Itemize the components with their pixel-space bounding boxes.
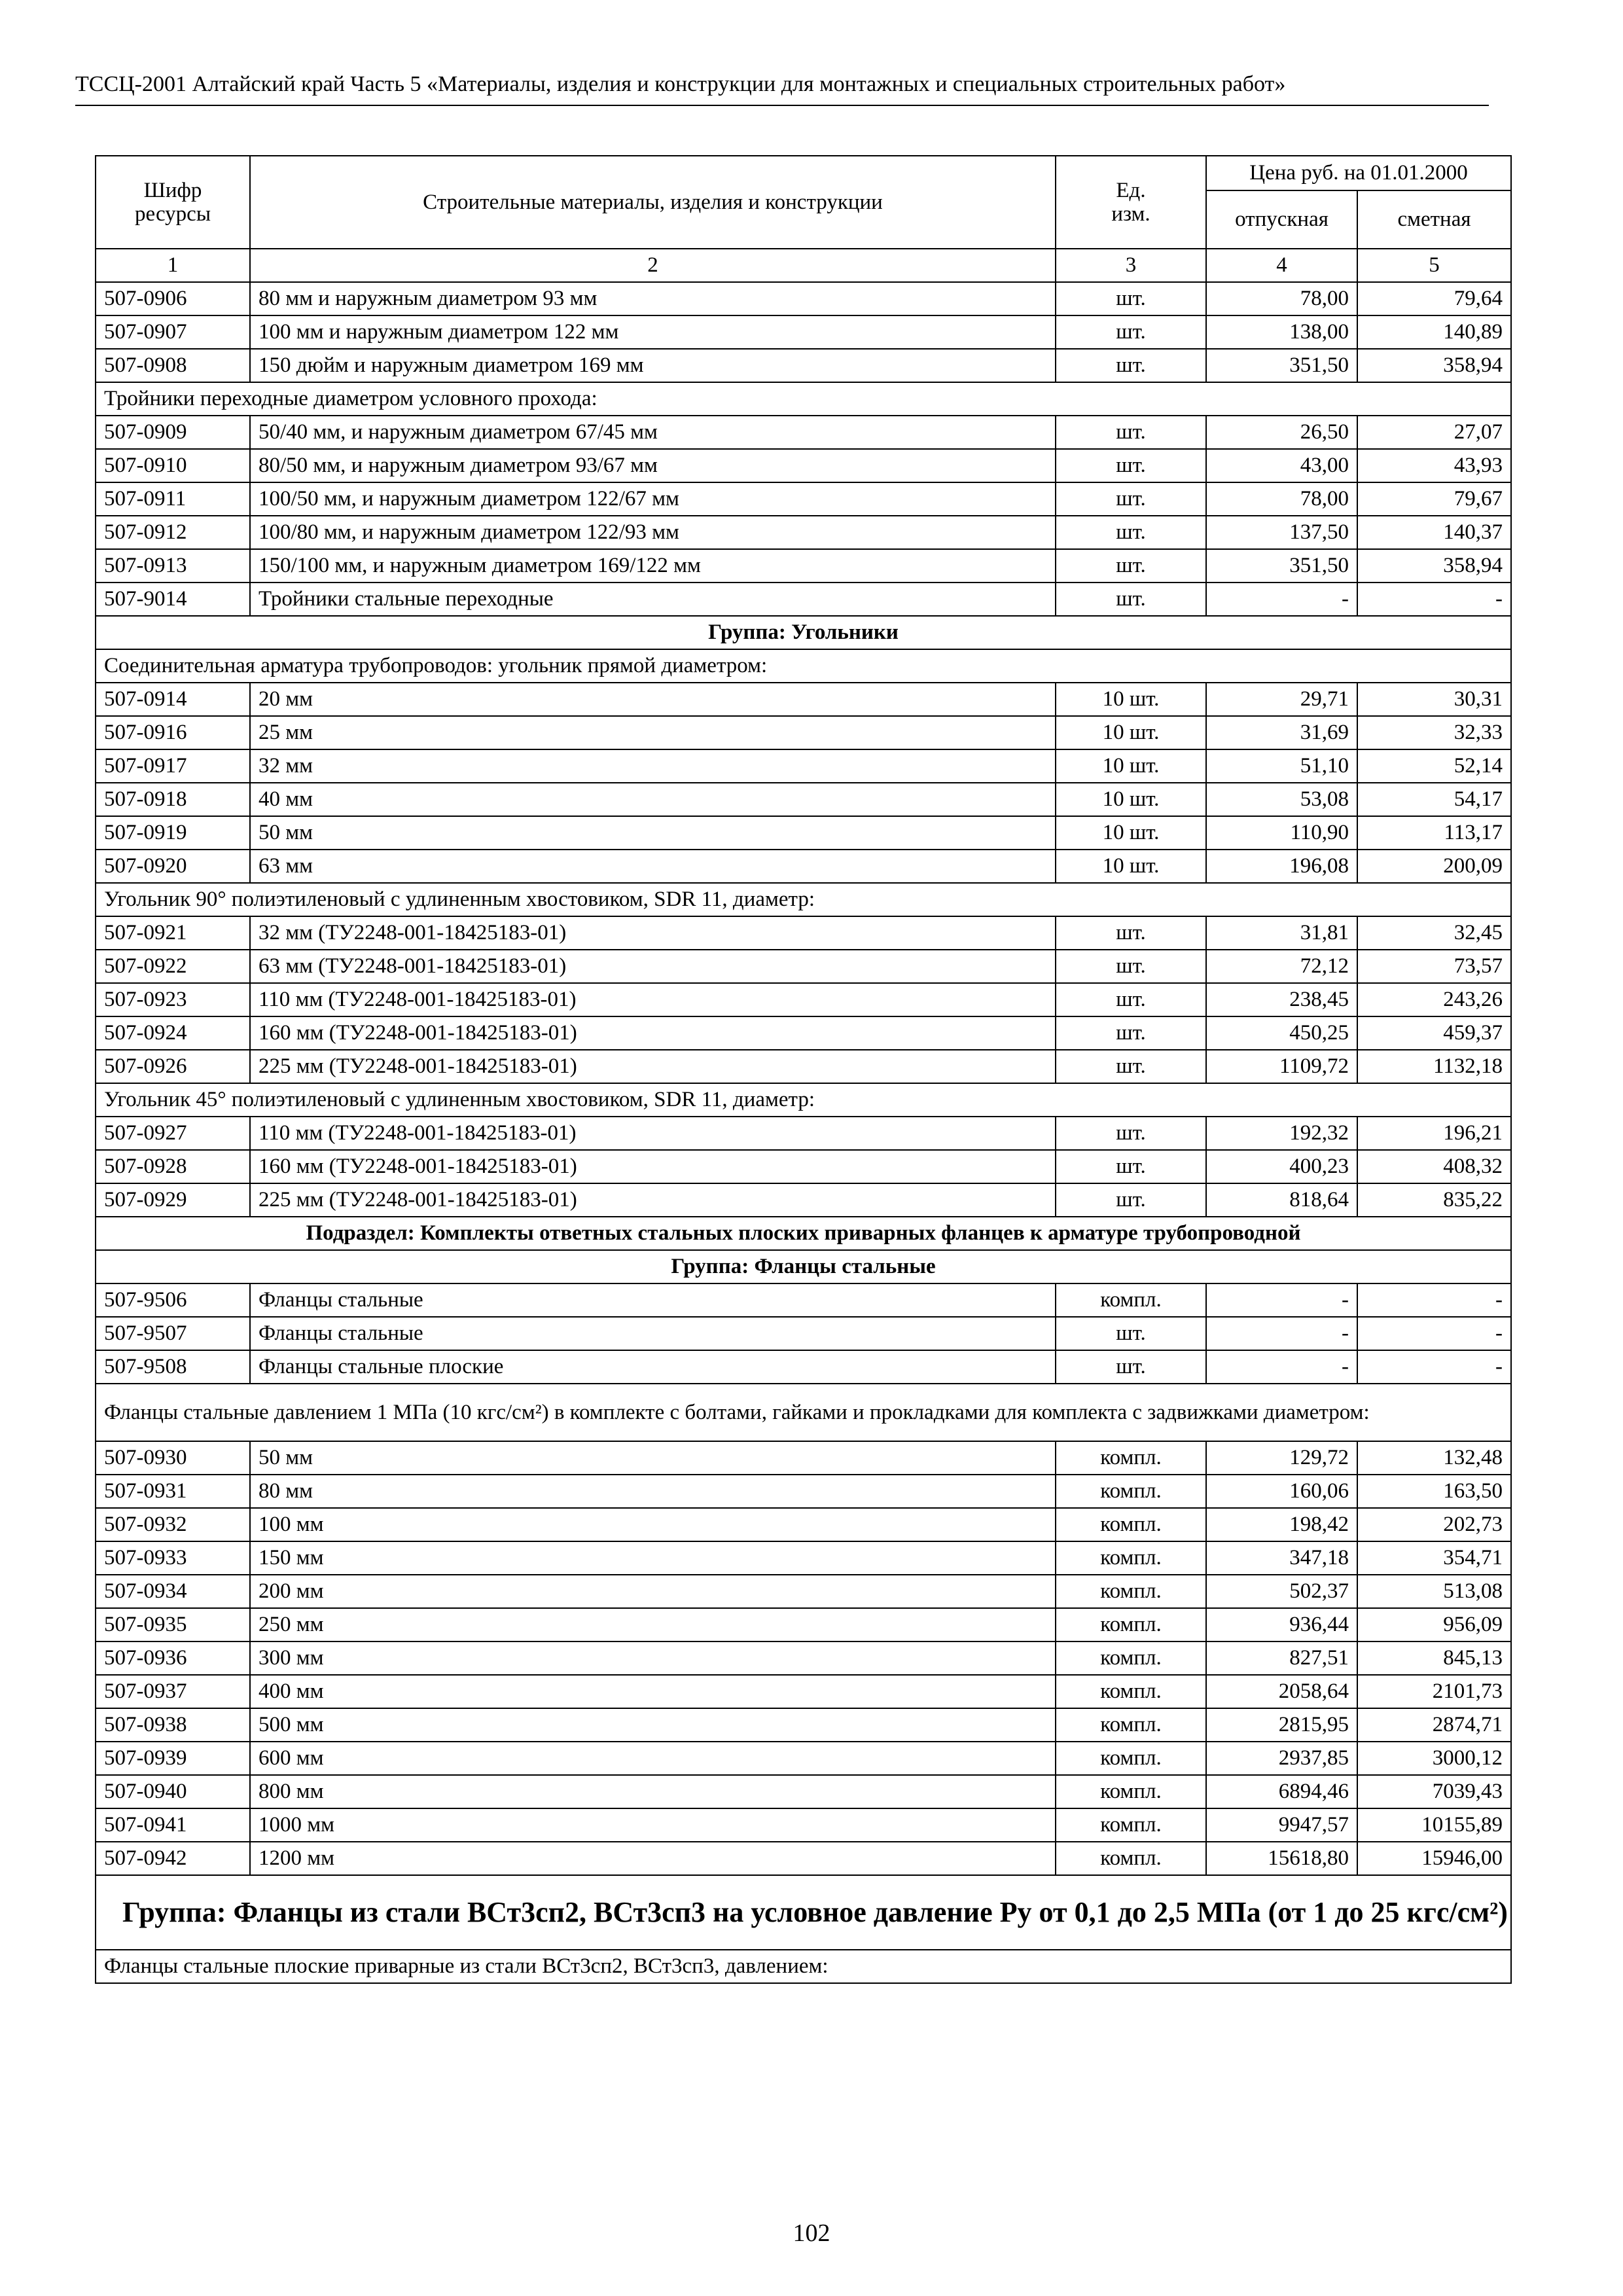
subheading-text: Соединительная арматура трубопроводов: угольник прямой диаметром:: [96, 649, 1511, 683]
column-number: 5: [1357, 249, 1511, 282]
resource-code: 507-0922: [96, 950, 250, 983]
table-row: [96, 1575, 1511, 1608]
resource-code: 507-0914: [96, 683, 250, 716]
estimate-price: -: [1357, 583, 1511, 616]
estimate-price: 113,17: [1357, 816, 1511, 850]
estimate-price: 459,37: [1357, 1016, 1511, 1050]
material-name: 110 мм (ТУ2248-001-18425183-01): [250, 1117, 1056, 1150]
material-name: 300 мм: [250, 1641, 1056, 1675]
unit-cell: компл.: [1056, 1842, 1206, 1875]
resource-code: 507-0911: [96, 482, 250, 516]
resource-code: 507-0910: [96, 449, 250, 482]
material-name: 20 мм: [250, 683, 1056, 716]
material-name: 80 мм и наружным диаметром 93 мм: [250, 282, 1056, 315]
release-price: 2058,64: [1206, 1675, 1357, 1708]
estimate-price: 200,09: [1357, 850, 1511, 883]
estimate-price: -: [1357, 1283, 1511, 1317]
unit-cell: 10 шт.: [1056, 816, 1206, 850]
table-row: [96, 449, 1511, 482]
release-price: 198,42: [1206, 1508, 1357, 1541]
unit-cell: шт.: [1056, 916, 1206, 950]
unit-cell: шт.: [1056, 1317, 1206, 1350]
table-row: [96, 549, 1511, 583]
release-price: 2937,85: [1206, 1742, 1357, 1775]
subheading-row: [96, 649, 1511, 683]
unit-cell: компл.: [1056, 1808, 1206, 1842]
unit-cell: 10 шт.: [1056, 783, 1206, 816]
material-name: Тройники стальные переходные: [250, 583, 1056, 616]
resource-code: 507-0920: [96, 850, 250, 883]
resource-code: 507-0931: [96, 1475, 250, 1508]
table-row: [96, 1050, 1511, 1083]
estimate-price: 15946,00: [1357, 1842, 1511, 1875]
material-name: 25 мм: [250, 716, 1056, 749]
table-row: [96, 1641, 1511, 1675]
material-name: 100 мм: [250, 1508, 1056, 1541]
estimate-price: -: [1357, 1350, 1511, 1384]
estimate-price: 30,31: [1357, 683, 1511, 716]
table-header-row-1: [96, 156, 1511, 190]
resource-code: 507-0928: [96, 1150, 250, 1183]
release-price: 137,50: [1206, 516, 1357, 549]
unit-cell: шт.: [1056, 1117, 1206, 1150]
resource-code: 507-0906: [96, 282, 250, 315]
table-row: [96, 749, 1511, 783]
material-name: 110 мм (ТУ2248-001-18425183-01): [250, 983, 1056, 1016]
table-row: [96, 1016, 1511, 1050]
estimate-price: 354,71: [1357, 1541, 1511, 1575]
resource-code: 507-0940: [96, 1775, 250, 1808]
release-price: 31,81: [1206, 916, 1357, 950]
estimate-price: -: [1357, 1317, 1511, 1350]
column-number: 2: [250, 249, 1056, 282]
unit-cell: шт.: [1056, 516, 1206, 549]
subheading-row: [96, 382, 1511, 416]
release-price: 26,50: [1206, 416, 1357, 449]
release-price: -: [1206, 1317, 1357, 1350]
resource-code: 507-9506: [96, 1283, 250, 1317]
estimate-price: 73,57: [1357, 950, 1511, 983]
material-name: 50 мм: [250, 1441, 1056, 1475]
table-row: [96, 282, 1511, 315]
unit-cell: шт.: [1056, 1016, 1206, 1050]
table-row: [96, 482, 1511, 516]
subheading-row: [96, 1083, 1511, 1117]
release-price: 29,71: [1206, 683, 1357, 716]
group-heading: Группа: Фланцы стальные: [96, 1250, 1511, 1283]
material-name: 400 мм: [250, 1675, 1056, 1708]
section-heading: Подраздел: Комплекты ответных стальных плоских приварных фланцев к арматуре трубопроводной: [96, 1217, 1511, 1250]
resource-code: 507-0933: [96, 1541, 250, 1575]
table-row: [96, 783, 1511, 816]
estimate-price: 27,07: [1357, 416, 1511, 449]
resource-code: 507-0908: [96, 349, 250, 382]
unit-cell: шт.: [1056, 950, 1206, 983]
material-name: Фланцы стальные: [250, 1317, 1056, 1350]
release-price: 196,08: [1206, 850, 1357, 883]
estimate-price: 2874,71: [1357, 1708, 1511, 1742]
resource-code: 507-0930: [96, 1441, 250, 1475]
document-header: ТССЦ-2001 Алтайский край Часть 5 «Материалы, изделия и конструкции для монтажных и специальных строительных работ»: [75, 72, 1286, 96]
table-row: [96, 349, 1511, 382]
resource-code: 507-0917: [96, 749, 250, 783]
release-price: 192,32: [1206, 1117, 1357, 1150]
estimate-price: 32,45: [1357, 916, 1511, 950]
table-row: [96, 1742, 1511, 1775]
table-row: [96, 1183, 1511, 1217]
resource-code: 507-0924: [96, 1016, 250, 1050]
unit-cell: шт.: [1056, 1183, 1206, 1217]
material-name: 1200 мм: [250, 1842, 1056, 1875]
material-name: 63 мм: [250, 850, 1056, 883]
table-row: [96, 516, 1511, 549]
subheading-text: Фланцы стальные давлением 1 МПа (10 кгс/см²) в комплекте с болтами, гайками и прокладками для комплекта с задвижками диаметром:: [96, 1384, 1511, 1441]
resource-code: 507-0909: [96, 416, 250, 449]
material-name: 100/80 мм, и наружным диаметром 122/93 мм: [250, 516, 1056, 549]
unit-cell: шт.: [1056, 1150, 1206, 1183]
material-name: 32 мм: [250, 749, 1056, 783]
release-price: 502,37: [1206, 1575, 1357, 1608]
unit-cell: шт.: [1056, 482, 1206, 516]
material-name: Фланцы стальные плоские: [250, 1350, 1056, 1384]
resource-code: 507-0926: [96, 1050, 250, 1083]
estimate-price: 52,14: [1357, 749, 1511, 783]
resource-code: 507-0929: [96, 1183, 250, 1217]
resource-code: 507-0941: [96, 1808, 250, 1842]
estimate-price: 132,48: [1357, 1441, 1511, 1475]
resource-code: 507-0938: [96, 1708, 250, 1742]
column-header-name: Строительные материалы, изделия и конструкции: [250, 156, 1056, 249]
table-row: [96, 716, 1511, 749]
resource-code: 507-0913: [96, 549, 250, 583]
resource-code: 507-9507: [96, 1317, 250, 1350]
material-name: 200 мм: [250, 1575, 1056, 1608]
resource-code: 507-0934: [96, 1575, 250, 1608]
material-name: 50 мм: [250, 816, 1056, 850]
material-name: 63 мм (ТУ2248-001-18425183-01): [250, 950, 1056, 983]
release-price: 450,25: [1206, 1016, 1357, 1050]
subheading-text: Тройники переходные диаметром условного прохода:: [96, 382, 1511, 416]
release-price: 6894,46: [1206, 1775, 1357, 1808]
material-name: 80/50 мм, и наружным диаметром 93/67 мм: [250, 449, 1056, 482]
estimate-price: 835,22: [1357, 1183, 1511, 1217]
column-number-row: [96, 249, 1511, 282]
resource-code: 507-0921: [96, 916, 250, 950]
estimate-price: 243,26: [1357, 983, 1511, 1016]
table-row: [96, 1508, 1511, 1541]
estimate-price: 54,17: [1357, 783, 1511, 816]
estimate-price: 32,33: [1357, 716, 1511, 749]
group-row: [96, 1250, 1511, 1283]
release-price: 51,10: [1206, 749, 1357, 783]
resource-code: 507-0912: [96, 516, 250, 549]
release-price: 351,50: [1206, 549, 1357, 583]
estimate-price: 358,94: [1357, 549, 1511, 583]
release-price: 2815,95: [1206, 1708, 1357, 1742]
unit-cell: шт.: [1056, 349, 1206, 382]
resource-code: 507-0919: [96, 816, 250, 850]
release-price: 15618,80: [1206, 1842, 1357, 1875]
resource-code: 507-0942: [96, 1842, 250, 1875]
unit-cell: шт.: [1056, 416, 1206, 449]
unit-cell: шт.: [1056, 549, 1206, 583]
unit-cell: компл.: [1056, 1475, 1206, 1508]
table-row: [96, 1283, 1511, 1317]
resource-code: 507-0918: [96, 783, 250, 816]
estimate-price: 79,64: [1357, 282, 1511, 315]
material-name: 225 мм (ТУ2248-001-18425183-01): [250, 1183, 1056, 1217]
section-row: [96, 1217, 1511, 1250]
release-price: 129,72: [1206, 1441, 1357, 1475]
resource-code: 507-0932: [96, 1508, 250, 1541]
table-row: [96, 1150, 1511, 1183]
estimate-price: 358,94: [1357, 349, 1511, 382]
unit-cell: 10 шт.: [1056, 749, 1206, 783]
estimate-price: 513,08: [1357, 1575, 1511, 1608]
release-price: 238,45: [1206, 983, 1357, 1016]
unit-cell: компл.: [1056, 1575, 1206, 1608]
table-row: [96, 683, 1511, 716]
release-price: -: [1206, 583, 1357, 616]
table-row: [96, 1317, 1511, 1350]
resource-code: 507-0923: [96, 983, 250, 1016]
estimate-price: 7039,43: [1357, 1775, 1511, 1808]
subheading-row: [96, 1950, 1511, 1983]
material-name: 225 мм (ТУ2248-001-18425183-01): [250, 1050, 1056, 1083]
release-price: 31,69: [1206, 716, 1357, 749]
estimate-price: 140,89: [1357, 315, 1511, 349]
table-row: [96, 1775, 1511, 1808]
unit-cell: компл.: [1056, 1441, 1206, 1475]
table-row: [96, 983, 1511, 1016]
column-header-price: Цена руб. на 01.01.2000: [1206, 156, 1511, 190]
material-name: 250 мм: [250, 1608, 1056, 1641]
unit-cell: компл.: [1056, 1675, 1206, 1708]
material-name: 50/40 мм, и наружным диаметром 67/45 мм: [250, 416, 1056, 449]
column-number: 4: [1206, 249, 1357, 282]
release-price: 818,64: [1206, 1183, 1357, 1217]
unit-cell: 10 шт.: [1056, 716, 1206, 749]
release-price: 53,08: [1206, 783, 1357, 816]
price-table: [95, 155, 1512, 1984]
unit-cell: шт.: [1056, 315, 1206, 349]
table-row: [96, 1441, 1511, 1475]
resource-code: 507-9014: [96, 583, 250, 616]
estimate-price: 408,32: [1357, 1150, 1511, 1183]
table-row: [96, 1675, 1511, 1708]
table-row: [96, 1117, 1511, 1150]
table-row: [96, 1541, 1511, 1575]
material-name: 100/50 мм, и наружным диаметром 122/67 мм: [250, 482, 1056, 516]
unit-cell: шт.: [1056, 583, 1206, 616]
unit-cell: шт.: [1056, 449, 1206, 482]
release-price: 43,00: [1206, 449, 1357, 482]
column-header-unit: Ед. изм.: [1056, 156, 1206, 249]
material-name: 80 мм: [250, 1475, 1056, 1508]
estimate-price: 10155,89: [1357, 1808, 1511, 1842]
table-row: [96, 1475, 1511, 1508]
material-name: 160 мм (ТУ2248-001-18425183-01): [250, 1150, 1056, 1183]
unit-cell: шт.: [1056, 1050, 1206, 1083]
table-row: [96, 416, 1511, 449]
resource-code: 507-0935: [96, 1608, 250, 1641]
resource-code: 507-0939: [96, 1742, 250, 1775]
table-row: [96, 1808, 1511, 1842]
release-price: 9947,57: [1206, 1808, 1357, 1842]
group-heading: Группа: Угольники: [96, 616, 1511, 649]
table-row: [96, 850, 1511, 883]
material-name: 1000 мм: [250, 1808, 1056, 1842]
release-price: 936,44: [1206, 1608, 1357, 1641]
unit-cell: шт.: [1056, 282, 1206, 315]
estimate-price: 845,13: [1357, 1641, 1511, 1675]
unit-cell: шт.: [1056, 1350, 1206, 1384]
estimate-price: 202,73: [1357, 1508, 1511, 1541]
estimate-price: 140,37: [1357, 516, 1511, 549]
column-number: 3: [1056, 249, 1206, 282]
release-price: 110,90: [1206, 816, 1357, 850]
unit-cell: компл.: [1056, 1708, 1206, 1742]
column-header-code: Шифр ресурсы: [96, 156, 250, 249]
estimate-price: 79,67: [1357, 482, 1511, 516]
estimate-price: 43,93: [1357, 449, 1511, 482]
release-price: 827,51: [1206, 1641, 1357, 1675]
unit-cell: компл.: [1056, 1541, 1206, 1575]
estimate-price: 163,50: [1357, 1475, 1511, 1508]
release-price: 400,23: [1206, 1150, 1357, 1183]
estimate-price: 3000,12: [1357, 1742, 1511, 1775]
unit-cell: 10 шт.: [1056, 850, 1206, 883]
material-name: 100 мм и наружным диаметром 122 мм: [250, 315, 1056, 349]
table-row: [96, 1842, 1511, 1875]
resource-code: 507-0927: [96, 1117, 250, 1150]
material-name: 600 мм: [250, 1742, 1056, 1775]
column-number: 1: [96, 249, 250, 282]
resource-code: 507-0936: [96, 1641, 250, 1675]
unit-cell: 10 шт.: [1056, 683, 1206, 716]
subheading-text: Фланцы стальные плоские приварные из стали ВСт3сп2, ВСт3сп3, давлением:: [96, 1950, 1511, 1983]
table-row: [96, 1608, 1511, 1641]
material-name: 160 мм (ТУ2248-001-18425183-01): [250, 1016, 1056, 1050]
unit-cell: компл.: [1056, 1775, 1206, 1808]
estimate-price: 2101,73: [1357, 1675, 1511, 1708]
subheading-text: Угольник 45° полиэтиленовый с удлиненным хвостовиком, SDR 11, диаметр:: [96, 1083, 1511, 1117]
release-price: -: [1206, 1283, 1357, 1317]
resource-code: 507-0937: [96, 1675, 250, 1708]
unit-cell: шт.: [1056, 983, 1206, 1016]
unit-cell: компл.: [1056, 1508, 1206, 1541]
subheading-row: [96, 883, 1511, 916]
release-price: 138,00: [1206, 315, 1357, 349]
material-name: 150 дюйм и наружным диаметром 169 мм: [250, 349, 1056, 382]
unit-cell: компл.: [1056, 1742, 1206, 1775]
subheading-row: [96, 1384, 1511, 1441]
release-price: 72,12: [1206, 950, 1357, 983]
table-row: [96, 950, 1511, 983]
page-number: 102: [793, 2219, 830, 2247]
table-row: [96, 816, 1511, 850]
material-name: 150 мм: [250, 1541, 1056, 1575]
release-price: 78,00: [1206, 282, 1357, 315]
material-name: 500 мм: [250, 1708, 1056, 1742]
resource-code: 507-9508: [96, 1350, 250, 1384]
unit-cell: компл.: [1056, 1641, 1206, 1675]
material-name: Фланцы стальные: [250, 1283, 1056, 1317]
material-name: 32 мм (ТУ2248-001-18425183-01): [250, 916, 1056, 950]
header-rule: [75, 105, 1489, 106]
material-name: 40 мм: [250, 783, 1056, 816]
unit-cell: компл.: [1056, 1283, 1206, 1317]
release-price: 347,18: [1206, 1541, 1357, 1575]
subheading-text: Угольник 90° полиэтиленовый с удлиненным хвостовиком, SDR 11, диаметр:: [96, 883, 1511, 916]
unit-cell: компл.: [1056, 1608, 1206, 1641]
group-heading: Группа: Фланцы из стали ВСт3сп2, ВСт3сп3 на условное давление Ру от 0,1 до 2,5 МПа (от 1 до 25 кгс/см²): [96, 1875, 1511, 1950]
estimate-price: 196,21: [1357, 1117, 1511, 1150]
table-row: [96, 1708, 1511, 1742]
table-row: [96, 583, 1511, 616]
group-row: [96, 616, 1511, 649]
estimate-price: 1132,18: [1357, 1050, 1511, 1083]
table-row: [96, 916, 1511, 950]
release-price: 160,06: [1206, 1475, 1357, 1508]
table-row: [96, 1350, 1511, 1384]
resource-code: 507-0907: [96, 315, 250, 349]
column-header-release: отпускная: [1206, 190, 1357, 249]
material-name: 800 мм: [250, 1775, 1056, 1808]
release-price: 351,50: [1206, 349, 1357, 382]
release-price: 78,00: [1206, 482, 1357, 516]
material-name: 150/100 мм, и наружным диаметром 169/122 мм: [250, 549, 1056, 583]
release-price: 1109,72: [1206, 1050, 1357, 1083]
estimate-price: 956,09: [1357, 1608, 1511, 1641]
table-row: [96, 315, 1511, 349]
column-header-estimate: сметная: [1357, 190, 1511, 249]
resource-code: 507-0916: [96, 716, 250, 749]
group-row: [96, 1875, 1511, 1950]
release-price: -: [1206, 1350, 1357, 1384]
